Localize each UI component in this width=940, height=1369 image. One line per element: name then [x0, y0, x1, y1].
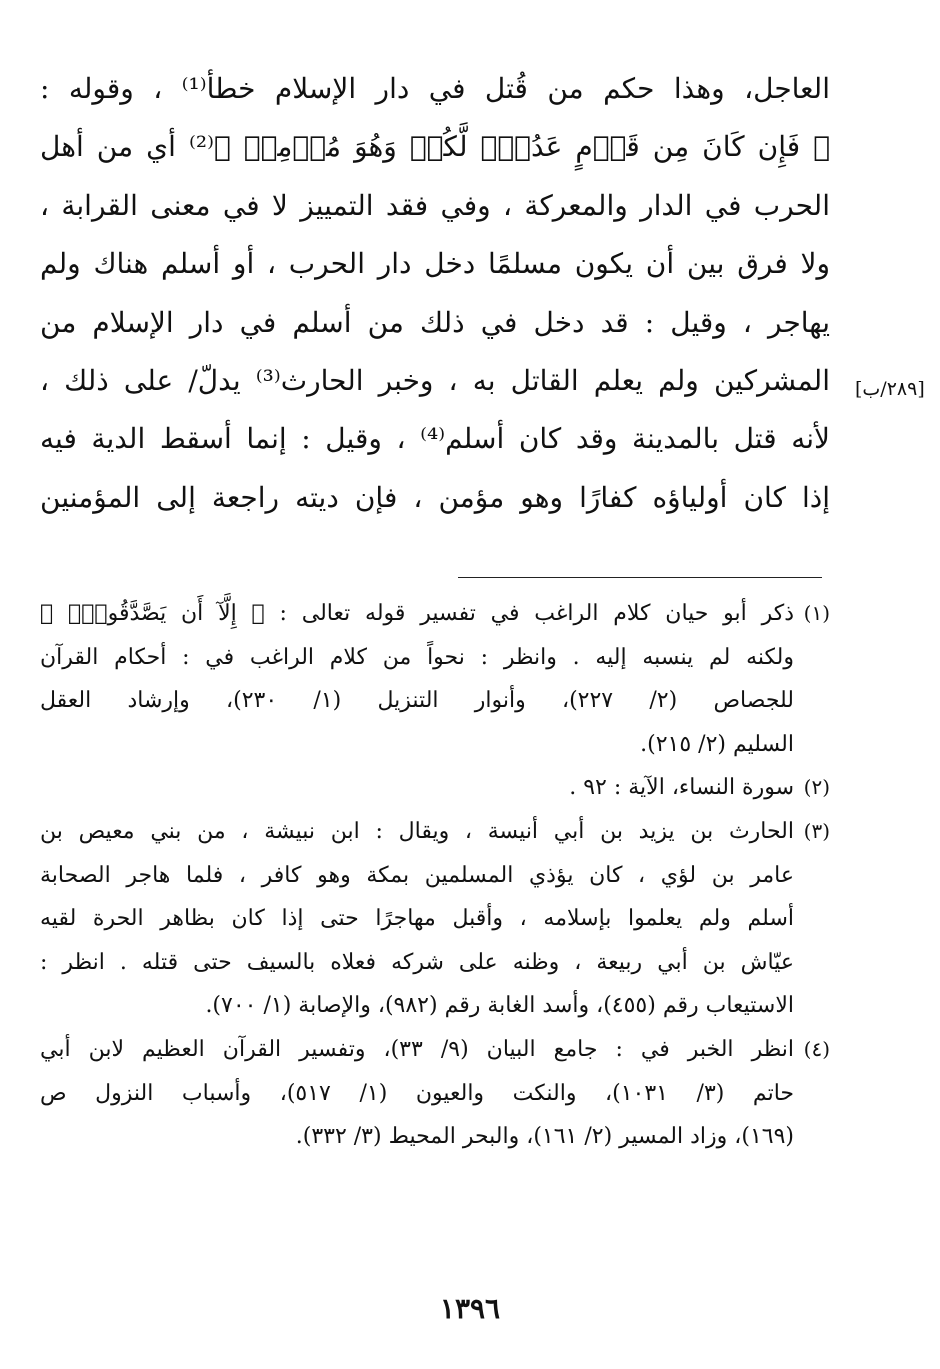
footnote-separator [458, 577, 822, 578]
footnote-line: ذكر أبو حيان كلام الراغب في تفسير قوله تعالى : ﴿ إِلَّآ أَن يَصَّدَّقُواْۚ ﴾ [40, 601, 794, 626]
main-text-line: الحرب في الدار والمعركة ، وفي فقد التمييز لا في معنى القرابة ، [40, 188, 830, 222]
main-text-line: ﴿ فَإِن كَانَ مِن قَوۡمٍ عَدُوّٖ لَّكُمۡ وَهُوَ مُؤۡمِنٞ ﴾⁽²⁾ أي من أهل [40, 130, 830, 164]
main-text-line: لأنه قتل بالمدينة وقد كان أسلم⁽⁴⁾ ، وقيل : إنما أسقط الدية فيه [40, 422, 830, 456]
footnote-line: للجصاص (٢/ ٢٢٧)، وأنوار التنزيل (١/ ٢٣٠)، وإرشاد العقل [40, 688, 794, 714]
footnote-line: الاستيعاب رقم (٤٥٥)، وأسد الغابة رقم (٩٨٢)، والإصابة (١/ ٧٠٠). [205, 993, 794, 1019]
footnotes-block [40, 592, 830, 1159]
main-text-line: إذا كان أولياؤه كفارًا وهو مؤمن ، فإن ديته راجعة إلى المؤمنين [40, 480, 830, 514]
footnote-number: (٢) [803, 775, 830, 800]
footnote [40, 1028, 830, 1159]
footnote-number: (١) [803, 601, 830, 625]
footnote-line: حاتم (٣/ ١٠٣١)، والنكت والعيون (١/ ٥١٧)، وأسباب النزول ص [40, 1080, 794, 1106]
footnote-body [40, 810, 794, 1028]
footnote-body [40, 592, 794, 766]
footnote-line: عامر بن لؤي ، كان يؤذي المسلمين بمكة وهو كافر ، فلما هاجر الصحابة [40, 862, 794, 888]
footnote-body [40, 766, 794, 810]
footnote-line: ولكنه لم ينسبه إليه . وانظر : نحواً من كلام الراغب في : أحكام القرآن [40, 644, 794, 670]
main-text-line: العاجل، وهذا حكم من قُتل في دار الإسلام خطأ⁽¹⁾ ، وقوله : [40, 72, 830, 105]
main-text-block [40, 60, 830, 527]
page-number: ١٣٩٦ [439, 1292, 501, 1325]
footnote-number: (٤) [803, 1036, 830, 1061]
footnote [40, 592, 830, 766]
footnote-line: (١٦٩)، وزاد المسير (٢/ ١٦١)، والبحر المحيط (٣/ ٣٣٢). [295, 1124, 794, 1150]
main-text-line: ولا فرق بين أن يكون مسلمًا دخل دار الحرب ، أو أسلم هناك ولم [40, 247, 830, 281]
main-text-line: يهاجر ، وقيل : قد دخل في ذلك من أسلم في دار الإسلام من [40, 305, 830, 339]
footnote-line: سورة النساء، الآية : ٩٢ . [569, 775, 794, 801]
footnote-line: عيّاش بن أبي ربيعة ، وظنه على شركه فعلاه بالسيف حتى قتله . انظر : [40, 949, 794, 975]
footnote [40, 810, 830, 1028]
footnote-body [40, 1028, 794, 1159]
manuscript-folio-marker: [٢٨٩/ب] [855, 378, 925, 400]
footnote-line: أسلم ولم يعلموا بإسلامه ، وأقبل مهاجرًا حتى إذا كان بظاهر الحرة لقيه [40, 906, 794, 932]
footnote-line: السليم (٢/ ٢١٥). [640, 731, 794, 757]
footnote-line: الحارث بن يزيد بن أبي أنيسة ، ويقال : ابن نبيشة ، من بني معيص بن [40, 818, 794, 844]
main-text-line: المشركين ولم يعلم القاتل به ، وخبر الحارث⁽³⁾ يدلّ/ على ذلك ، [40, 363, 830, 397]
footnote-number: (٣) [803, 818, 830, 843]
footnote-line: انظر الخبر في : جامع البيان (٩/ ٣٣)، وتفسير القرآن العظيم لابن أبي [40, 1036, 794, 1062]
footnote [40, 766, 830, 810]
